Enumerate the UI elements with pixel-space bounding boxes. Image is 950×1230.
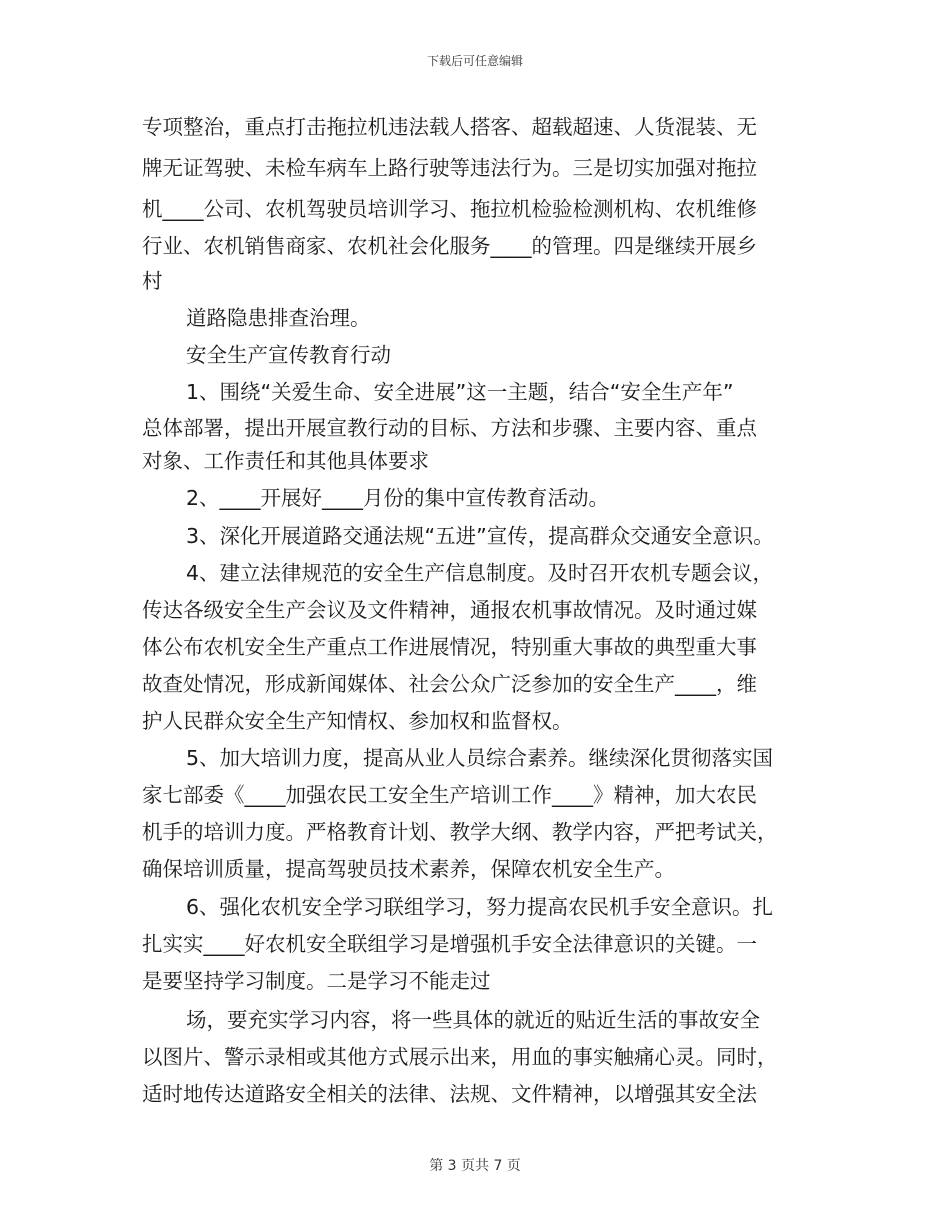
body-line: 是要坚持学习制度。二是学习不能走过: [142, 969, 491, 993]
body-line: 家七部委《____加强农民工安全生产培训工作____》精神，加大农民: [142, 783, 757, 807]
body-line: 体公布农机安全生产重点工作进展情况，特别重大事故的典型重大事: [142, 635, 757, 659]
body-line: 确保培训质量，提高驾驶员技术素养，保障农机安全生产。: [142, 857, 675, 881]
body-line: 传达各级安全生产会议及文件精神，通报农机事故情况。及时通过媒: [142, 598, 757, 622]
page-header: 下载后可任意编辑: [426, 54, 523, 68]
body-line: 以图片、警示录相或其他方式展示出来，用血的事实触痛心灵。同时，: [142, 1045, 778, 1069]
body-line: 6、强化农机安全学习联组学习，努力提高农民机手安全意识。扎: [186, 895, 774, 919]
body-line: 5、加大培训力度，提高从业人员综合素养。继续深化贯彻落实国: [186, 746, 774, 770]
body-line: 对象、工作责任和其他具体要求: [142, 449, 429, 473]
body-line: 机手的培训力度。严格教育计划、教学大纲、教学内容，严把考试关，: [142, 820, 778, 844]
body-line: 行业、农机销售商家、农机社会化服务____的管理。四是继续开展乡: [142, 234, 757, 258]
body-line: 专项整治，重点打击拖拉机违法载人搭客、超载超速、人货混装、无: [142, 115, 757, 139]
page-number: 第 3 页共 7 页: [429, 1158, 521, 1174]
body-line: 2、____开展好____月份的集中宣传教育活动。: [186, 486, 610, 510]
body-line: 道路隐患排查治理。: [186, 306, 371, 330]
body-line: 故查处情况，形成新闻媒体、社会公众广泛参加的安全生产____，维: [142, 672, 757, 696]
body-line: 适时地传达道路安全相关的法律、法规、文件精神，以增强其安全法: [142, 1082, 757, 1106]
body-line: 场，要充实学习内容，将一些具体的就近的贴近生活的事故安全: [186, 1008, 760, 1032]
body-line: 扎实实____好农机安全联组学习是增强机手安全法律意识的关键。一: [142, 932, 757, 956]
body-line: 4、建立法律规范的安全生产信息制度。及时召开农机专题会议，: [186, 561, 774, 585]
body-line: 护人民群众安全生产知情权、参加权和监督权。: [142, 709, 573, 733]
body-line: 村: [142, 269, 163, 293]
body-line: 机____公司、农机驾驶员培训学习、拖拉机检验检测机构、农机维修: [142, 197, 757, 221]
section-heading: 安全生产宣传教育行动: [186, 343, 391, 367]
body-line: 3、深化开展道路交通法规“五进”宣传，提高群众交通安全意识。: [186, 524, 774, 548]
body-line: 牌无证驾驶、未检车病车上路行驶等违法行为。三是切实加强对拖拉: [142, 156, 757, 180]
body-line: 总体部署，提出开展宣教行动的目标、方法和步骤、主要内容、重点: [142, 416, 757, 440]
body-line: 1、围绕“关爱生命、安全进展”这一主题，结合“安全生产年”: [186, 380, 734, 404]
